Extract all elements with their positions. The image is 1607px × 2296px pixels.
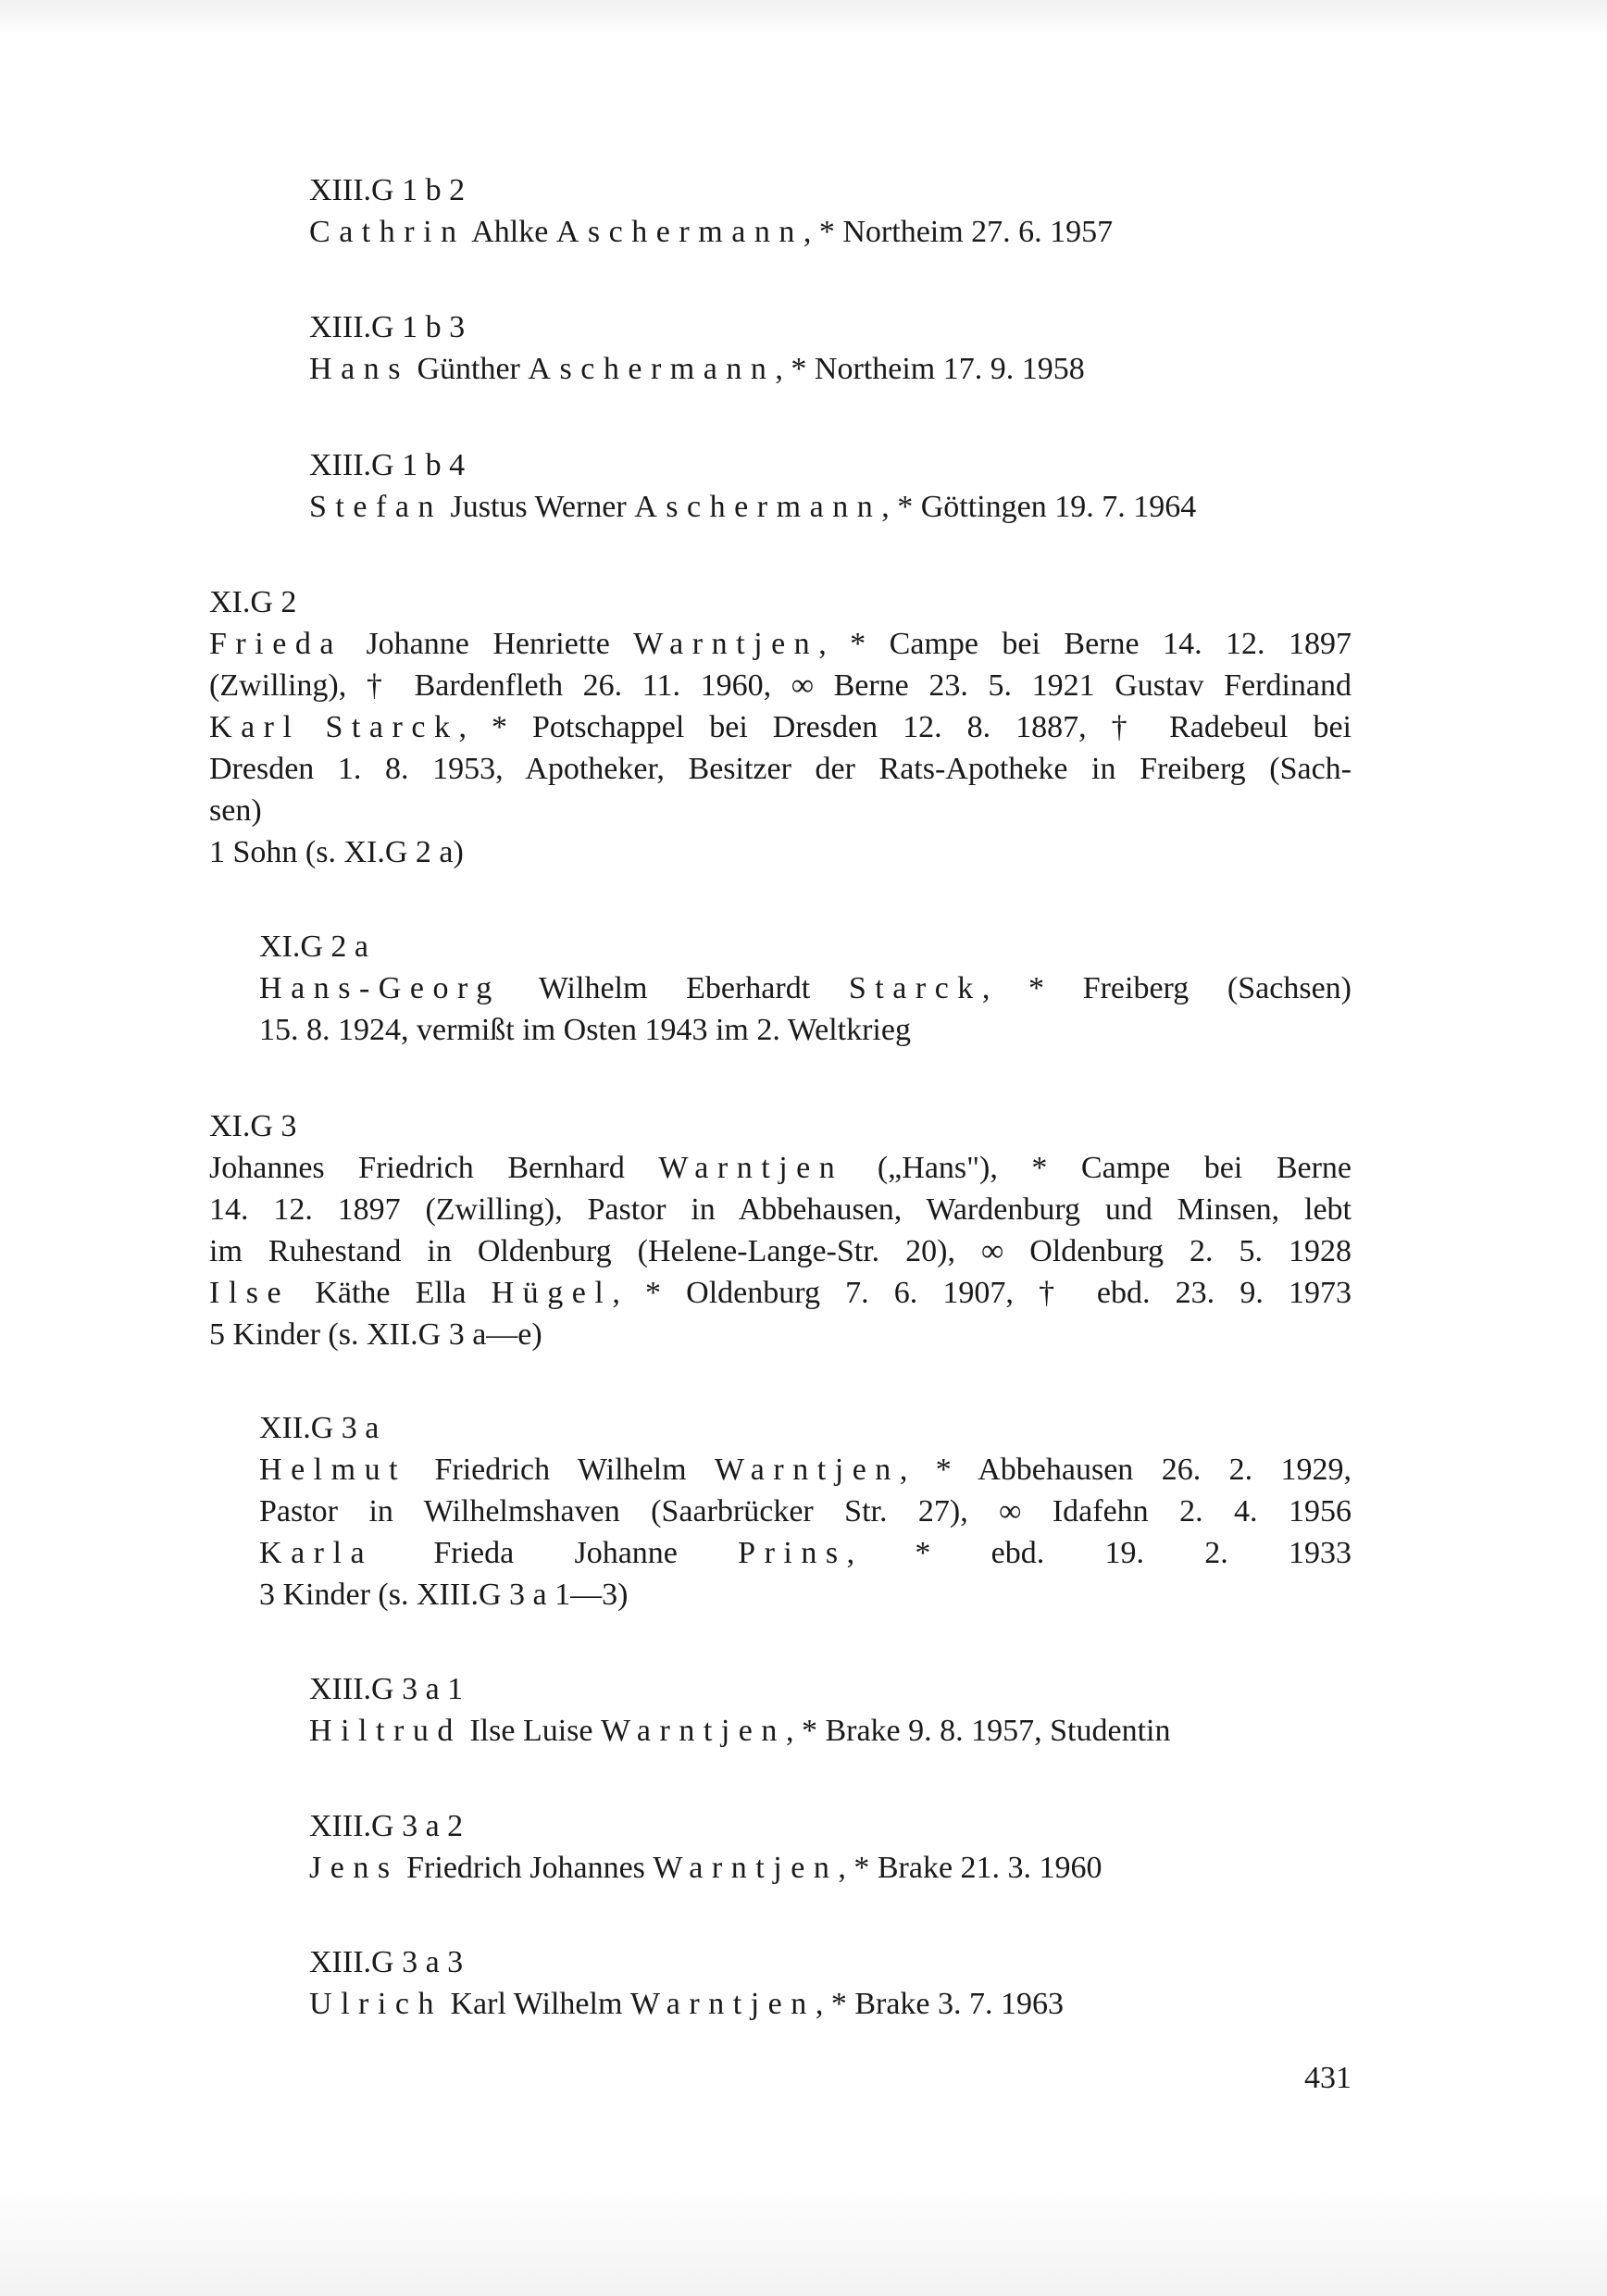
entry-text-line bbox=[309, 1983, 1352, 2025]
entry-text-line bbox=[209, 706, 1352, 748]
text-segment: Ilse Luise bbox=[461, 1714, 601, 1748]
text-segment: Friedrich Wilhelm bbox=[406, 1453, 715, 1487]
entry-text-line bbox=[309, 211, 1352, 253]
entry-xiii-g1b2 bbox=[309, 169, 1352, 253]
entry-xiii-g3a2 bbox=[309, 1805, 1352, 1889]
entry-text-line bbox=[209, 665, 1352, 706]
entry-text-line bbox=[259, 1574, 1352, 1616]
text-segment: Friedrich Johannes bbox=[398, 1851, 654, 1885]
text-segment: Günther bbox=[408, 352, 529, 386]
entry-text-line bbox=[209, 1230, 1352, 1272]
text-segment: , * Brake 21. 3. 1960 bbox=[838, 1851, 1102, 1885]
text-segment: , * Campe bei Berne 14. 12. 1897 bbox=[818, 627, 1352, 661]
text-segment: Ahlke bbox=[465, 215, 556, 249]
spaced-name: Helmut bbox=[259, 1453, 407, 1487]
entry-code: XIII.G 3 a 1 bbox=[309, 1672, 464, 1706]
entry-text-line bbox=[209, 1189, 1352, 1230]
spaced-name: Warntjen bbox=[658, 1151, 844, 1185]
scan-top-shadow bbox=[0, 0, 1607, 37]
entry-xiii-g3a1 bbox=[309, 1668, 1352, 1752]
scan-bottom-shadow bbox=[0, 2185, 1607, 2296]
spaced-name: Ilse bbox=[209, 1276, 291, 1310]
entry-text-line bbox=[209, 623, 1352, 665]
spaced-name: Aschermann bbox=[555, 215, 804, 249]
spaced-name: Warntjen bbox=[629, 1987, 816, 2021]
entry-text-line bbox=[209, 1272, 1352, 1314]
entry-text-line bbox=[209, 1314, 1352, 1355]
text-segment: Johannes Friedrich Bernhard bbox=[209, 1151, 659, 1185]
entry-text-line bbox=[259, 1491, 1352, 1532]
entry-xi-g2a bbox=[259, 926, 1352, 1051]
text-segment: , * Northeim 17. 9. 1958 bbox=[775, 352, 1085, 386]
spaced-name: Frieda bbox=[209, 627, 343, 661]
entry-xi-g2 bbox=[209, 581, 1352, 873]
spaced-name: Cathrin bbox=[309, 215, 466, 249]
entry-code: XI.G 2 bbox=[209, 585, 297, 619]
text-segment: , * Brake 9. 8. 1957, Studentin bbox=[785, 1714, 1171, 1748]
spaced-name: Warntjen bbox=[601, 1714, 786, 1748]
text-segment: („Hans"), * Campe bei Berne bbox=[843, 1151, 1352, 1185]
spaced-name: Prins bbox=[738, 1536, 847, 1570]
text-segment: , * Northeim 27. 6. 1957 bbox=[803, 215, 1114, 249]
spaced-name: Karl bbox=[209, 710, 301, 744]
spaced-name: Ulrich bbox=[309, 1987, 442, 2021]
text-segment: Wilhelm Eberhardt bbox=[500, 971, 849, 1005]
text-segment: im Ruhestand in Oldenburg (Helene-Lange-Str. 20), ∞ Oldenburg 2. 5. 1928 bbox=[209, 1234, 1352, 1268]
spaced-name: Warntjen bbox=[653, 1851, 839, 1885]
entry-text-line bbox=[209, 790, 1352, 831]
entry-text-line bbox=[309, 1847, 1352, 1889]
spaced-name: Starck bbox=[848, 971, 982, 1005]
spaced-name: Warntjen bbox=[633, 627, 819, 661]
text-segment: sen) bbox=[209, 793, 262, 828]
entry-text-line bbox=[309, 348, 1352, 390]
spaced-name: Aschermann bbox=[634, 490, 882, 524]
entry-text-line bbox=[259, 1532, 1352, 1574]
spaced-name: Karla bbox=[259, 1536, 374, 1570]
text-segment: Dresden 1. 8. 1953, Apotheker, Besitzer der Rats-Apotheke in Freiberg (Sach- bbox=[209, 752, 1352, 786]
entry-xiii-g3a3 bbox=[309, 1941, 1352, 2025]
text-segment: , * Brake 3. 7. 1963 bbox=[815, 1987, 1065, 2021]
text-segment: , * Göttingen 19. 7. 1964 bbox=[881, 490, 1197, 524]
entry-xi-g3 bbox=[209, 1105, 1352, 1355]
entry-text-line bbox=[209, 831, 1352, 873]
text-segment: 3 Kinder (s. XIII.G 3 a 1—3) bbox=[259, 1578, 629, 1612]
entry-xii-g3a bbox=[259, 1407, 1352, 1616]
text-segment: 15. 8. 1924, vermißt im Osten 1943 im 2. Weltkrieg bbox=[259, 1013, 911, 1047]
text-segment: Karl Wilhelm bbox=[442, 1987, 630, 2021]
text-segment bbox=[301, 710, 326, 744]
entry-code: XII.G 3 a bbox=[259, 1411, 380, 1445]
entry-text-line bbox=[309, 486, 1352, 528]
entry-text-line bbox=[259, 1009, 1352, 1051]
entry-code: XI.G 2 a bbox=[259, 930, 369, 964]
text-segment: Pastor in Wilhelmshaven (Saarbrücker Str. 27), ∞ Idafehn 2. 4. 1956 bbox=[259, 1494, 1352, 1529]
text-segment: Käthe Ella bbox=[290, 1276, 492, 1310]
entry-code: XIII.G 3 a 2 bbox=[309, 1809, 464, 1843]
spaced-name: Starck bbox=[325, 710, 459, 744]
entry-text-line bbox=[209, 748, 1352, 790]
text-segment: 1 Sohn (s. XI.G 2 a) bbox=[209, 835, 464, 869]
spaced-name: Hans bbox=[309, 352, 409, 386]
entry-code: XIII.G 3 a 3 bbox=[309, 1945, 464, 1979]
spaced-name: Hans-Georg bbox=[259, 971, 501, 1005]
entry-xiii-g1b4 bbox=[309, 444, 1352, 528]
spaced-name: Stefan bbox=[309, 490, 442, 524]
entry-text-line bbox=[259, 1449, 1352, 1491]
entry-code: XIII.G 1 b 4 bbox=[309, 448, 466, 482]
entry-xiii-g1b3 bbox=[309, 306, 1352, 390]
entry-text-line bbox=[259, 967, 1352, 1009]
spaced-name: Warntjen bbox=[714, 1453, 900, 1487]
text-segment: , * ebd. 19. 2. 1933 bbox=[846, 1536, 1352, 1570]
entry-text-line bbox=[209, 1147, 1352, 1189]
text-segment: Frieda Johanne bbox=[373, 1536, 739, 1570]
text-segment: , * Oldenburg 7. 6. 1907, † ebd. 23. 9. 1973 bbox=[612, 1276, 1352, 1310]
spaced-name: Aschermann bbox=[528, 352, 776, 386]
text-segment: 5 Kinder (s. XII.G 3 a—e) bbox=[209, 1317, 542, 1352]
text-segment: Johanne Henriette bbox=[342, 627, 634, 661]
text-segment: , * Freiberg (Sachsen) bbox=[981, 971, 1352, 1005]
text-segment: , * Potschappel bei Dresden 12. 8. 1887, † Radebeul bei bbox=[458, 710, 1352, 744]
spaced-name: Hügel bbox=[491, 1276, 613, 1310]
entry-text-line bbox=[309, 1710, 1352, 1752]
entry-code: XIII.G 1 b 3 bbox=[309, 310, 466, 344]
spaced-name: Jens bbox=[309, 1851, 399, 1885]
text-segment: (Zwilling), † Bardenfleth 26. 11. 1960, ∞ Berne 23. 5. 1921 Gustav Ferdinand bbox=[209, 668, 1352, 703]
text-segment: Justus Werner bbox=[442, 490, 635, 524]
entry-code: XIII.G 1 b 2 bbox=[309, 173, 466, 207]
page-number: 431 bbox=[1304, 2061, 1352, 2095]
text-segment: 14. 12. 1897 (Zwilling), Pastor in Abbehausen, Wardenburg und Minsen, lebt bbox=[209, 1192, 1352, 1227]
entry-code: XI.G 3 bbox=[209, 1109, 297, 1143]
text-segment: , * Abbehausen 26. 2. 1929, bbox=[899, 1453, 1352, 1487]
spaced-name: Hiltrud bbox=[309, 1714, 462, 1748]
